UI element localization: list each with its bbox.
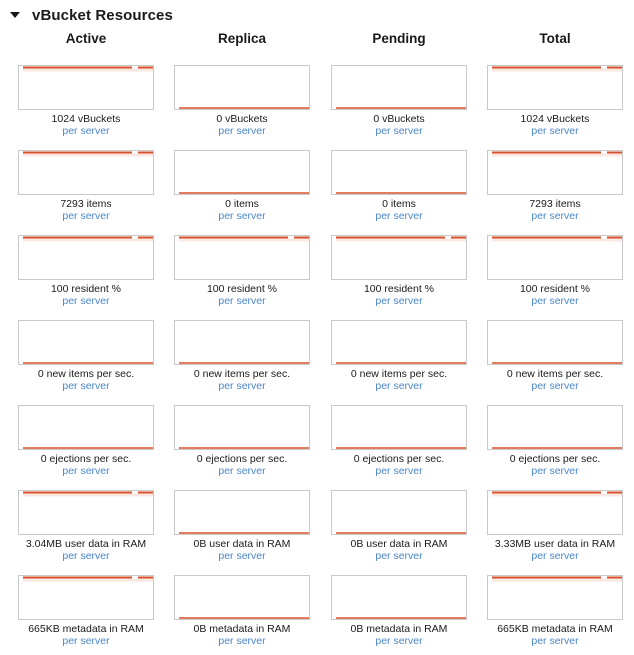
sparkline-metadata-total[interactable]	[487, 575, 623, 620]
stat-value-label: 100 resident %	[50, 283, 122, 295]
stat-cell-new-items-pending	[331, 320, 467, 392]
per-server-link[interactable]: per server	[218, 465, 266, 477]
sparkline-graph	[332, 406, 466, 449]
sparkline-graph	[19, 66, 153, 109]
per-server-link[interactable]: per server	[375, 380, 423, 392]
per-server-link[interactable]: per server	[531, 295, 579, 307]
stat-cell-user-data-replica	[174, 490, 310, 562]
stat-value-label: 100 resident %	[206, 283, 278, 295]
sparkline-vbuckets-replica[interactable]	[174, 65, 310, 110]
sparkline-graph	[19, 576, 153, 619]
per-server-link[interactable]: per server	[62, 465, 110, 477]
stat-value-label: 0 items	[382, 198, 416, 210]
sparkline-graph	[332, 151, 466, 194]
stat-cell-vbuckets-active	[18, 65, 154, 137]
column-header-pending: Pending	[372, 31, 426, 46]
sparkline-new-items-total[interactable]	[487, 320, 623, 365]
sparkline-metadata-pending[interactable]	[331, 575, 467, 620]
sparkline-shade	[492, 579, 622, 582]
sparkline-ejections-total[interactable]	[487, 405, 623, 450]
stat-value-label: 7293 items	[60, 198, 112, 210]
sparkline-shade	[23, 154, 153, 157]
sparkline-graph	[19, 151, 153, 194]
per-server-link[interactable]: per server	[531, 125, 579, 137]
stat-value-label: 0 new items per sec.	[350, 368, 448, 380]
per-server-link[interactable]: per server	[62, 125, 110, 137]
per-server-link[interactable]: per server	[375, 210, 423, 222]
per-server-link[interactable]: per server	[62, 210, 110, 222]
stat-cell-ejections-total	[487, 405, 623, 477]
per-server-link[interactable]: per server	[375, 295, 423, 307]
stat-cell-new-items-total	[487, 320, 623, 392]
per-server-link[interactable]: per server	[218, 295, 266, 307]
stat-cell-metadata-pending	[331, 575, 467, 647]
sparkline-ejections-pending[interactable]	[331, 405, 467, 450]
sparkline-vbuckets-total[interactable]	[487, 65, 623, 110]
sparkline-items-replica[interactable]	[174, 150, 310, 195]
sparkline-graph	[19, 406, 153, 449]
stat-value-label: 3.33MB user data in RAM	[494, 538, 616, 550]
sparkline-metadata-replica[interactable]	[174, 575, 310, 620]
sparkline-ejections-active[interactable]	[18, 405, 154, 450]
stat-cell-resident-total	[487, 235, 623, 307]
sparkline-user-data-total[interactable]	[487, 490, 623, 535]
per-server-link[interactable]: per server	[62, 550, 110, 562]
stat-cell-ejections-active	[18, 405, 154, 477]
sparkline-user-data-replica[interactable]	[174, 490, 310, 535]
stat-cell-vbuckets-replica	[174, 65, 310, 137]
stat-value-label: 0 ejections per sec.	[353, 453, 445, 465]
sparkline-metadata-active[interactable]	[18, 575, 154, 620]
stat-value-label: 0 ejections per sec.	[509, 453, 601, 465]
stat-cell-ejections-replica	[174, 405, 310, 477]
stat-cell-vbuckets-total	[487, 65, 623, 137]
stat-value-label: 1024 vBuckets	[520, 113, 590, 125]
per-server-link[interactable]: per server	[218, 210, 266, 222]
sparkline-new-items-replica[interactable]	[174, 320, 310, 365]
sparkline-graph	[488, 491, 622, 534]
per-server-link[interactable]: per server	[218, 550, 266, 562]
stat-cell-metadata-total	[487, 575, 623, 647]
stat-cell-user-data-pending	[331, 490, 467, 562]
sparkline-graph	[19, 321, 153, 364]
stat-cell-vbuckets-pending	[331, 65, 467, 137]
sparkline-shade	[23, 494, 153, 497]
per-server-link[interactable]: per server	[62, 380, 110, 392]
stat-value-label: 1024 vBuckets	[51, 113, 121, 125]
per-server-link[interactable]: per server	[62, 635, 110, 647]
stat-value-label: 7293 items	[529, 198, 581, 210]
sparkline-graph	[332, 321, 466, 364]
sparkline-shade	[492, 239, 622, 242]
sparkline-vbuckets-active[interactable]	[18, 65, 154, 110]
sparkline-graph	[488, 151, 622, 194]
per-server-link[interactable]: per server	[531, 210, 579, 222]
sparkline-graph	[488, 406, 622, 449]
sparkline-graph	[332, 491, 466, 534]
sparkline-graph	[19, 491, 153, 534]
per-server-link[interactable]: per server	[218, 380, 266, 392]
sparkline-graph	[488, 576, 622, 619]
sparkline-graph	[332, 66, 466, 109]
stat-value-label: 0 new items per sec.	[506, 368, 604, 380]
sparkline-graph	[175, 321, 309, 364]
sparkline-shade	[23, 239, 153, 242]
stat-cell-metadata-active	[18, 575, 154, 647]
stat-cell-resident-pending	[331, 235, 467, 307]
stat-cell-items-total	[487, 150, 623, 222]
per-server-link[interactable]: per server	[531, 635, 579, 647]
stat-value-label: 0 items	[225, 198, 259, 210]
stat-cell-resident-replica	[174, 235, 310, 307]
per-server-link[interactable]: per server	[531, 465, 579, 477]
stat-cell-user-data-active	[18, 490, 154, 562]
sparkline-graph	[19, 236, 153, 279]
stat-value-label: 0 new items per sec.	[37, 368, 135, 380]
stat-value-label: 100 resident %	[519, 283, 591, 295]
sparkline-graph	[175, 151, 309, 194]
per-server-link[interactable]: per server	[375, 465, 423, 477]
per-server-link[interactable]: per server	[531, 380, 579, 392]
sparkline-graph	[488, 321, 622, 364]
sparkline-user-data-active[interactable]	[18, 490, 154, 535]
sparkline-graph	[488, 66, 622, 109]
stat-value-label: 0 ejections per sec.	[40, 453, 132, 465]
sparkline-graph	[175, 66, 309, 109]
stat-cell-metadata-replica	[174, 575, 310, 647]
stat-value-label: 0 new items per sec.	[193, 368, 291, 380]
stat-value-label: 0 vBuckets	[216, 113, 268, 125]
sparkline-resident-total[interactable]	[487, 235, 623, 280]
stat-value-label: 0B user data in RAM	[193, 538, 291, 550]
sparkline-graph	[332, 236, 466, 279]
sparkline-shade	[492, 154, 622, 157]
per-server-link[interactable]: per server	[218, 635, 266, 647]
sparkline-shade	[492, 494, 622, 497]
stat-value-label: 0B user data in RAM	[350, 538, 448, 550]
stat-cell-items-replica	[174, 150, 310, 222]
sparkline-graph	[175, 576, 309, 619]
sparkline-shade	[23, 579, 153, 582]
stat-value-label: 0B metadata in RAM	[350, 623, 448, 635]
section-title: vBucket Resources	[32, 6, 173, 24]
sparkline-items-pending[interactable]	[331, 150, 467, 195]
per-server-link[interactable]: per server	[375, 635, 423, 647]
per-server-link[interactable]: per server	[62, 295, 110, 307]
sparkline-resident-active[interactable]	[18, 235, 154, 280]
sparkline-shade	[336, 239, 466, 242]
sparkline-graph	[332, 576, 466, 619]
sparkline-graph	[488, 236, 622, 279]
stat-cell-ejections-pending	[331, 405, 467, 477]
stat-cell-user-data-total	[487, 490, 623, 562]
sparkline-vbuckets-pending[interactable]	[331, 65, 467, 110]
sparkline-items-active[interactable]	[18, 150, 154, 195]
per-server-link[interactable]: per server	[375, 550, 423, 562]
column-header-total: Total	[539, 31, 571, 46]
per-server-link[interactable]: per server	[375, 125, 423, 137]
stat-cell-resident-active	[18, 235, 154, 307]
column-header-replica: Replica	[217, 31, 267, 46]
stat-cell-new-items-replica	[174, 320, 310, 392]
sparkline-resident-pending[interactable]	[331, 235, 467, 280]
stat-value-label: 0 vBuckets	[373, 113, 425, 125]
sparkline-resident-replica[interactable]	[174, 235, 310, 280]
stat-value-label: 3.04MB user data in RAM	[25, 538, 147, 550]
sparkline-shade	[23, 69, 153, 72]
per-server-link[interactable]: per server	[218, 125, 266, 137]
stat-cell-new-items-active	[18, 320, 154, 392]
stat-value-label: 665KB metadata in RAM	[497, 623, 613, 635]
sparkline-graph	[175, 406, 309, 449]
stat-cell-items-active	[18, 150, 154, 222]
sparkline-shade	[492, 69, 622, 72]
sparkline-ejections-replica[interactable]	[174, 405, 310, 450]
stat-value-label: 100 resident %	[363, 283, 435, 295]
sparkline-user-data-pending[interactable]	[331, 490, 467, 535]
sparkline-graph	[175, 236, 309, 279]
stat-value-label: 0 ejections per sec.	[196, 453, 288, 465]
sparkline-items-total[interactable]	[487, 150, 623, 195]
sparkline-new-items-active[interactable]	[18, 320, 154, 365]
sparkline-graph	[175, 491, 309, 534]
sparkline-new-items-pending[interactable]	[331, 320, 467, 365]
stat-value-label: 665KB metadata in RAM	[28, 623, 144, 635]
per-server-link[interactable]: per server	[531, 550, 579, 562]
stat-cell-items-pending	[331, 150, 467, 222]
caret-down-icon[interactable]	[10, 12, 20, 18]
sparkline-shade	[179, 239, 309, 242]
stat-value-label: 0B metadata in RAM	[193, 623, 291, 635]
column-header-active: Active	[65, 31, 107, 46]
section-header-vbucket-resources[interactable]	[8, 4, 173, 26]
